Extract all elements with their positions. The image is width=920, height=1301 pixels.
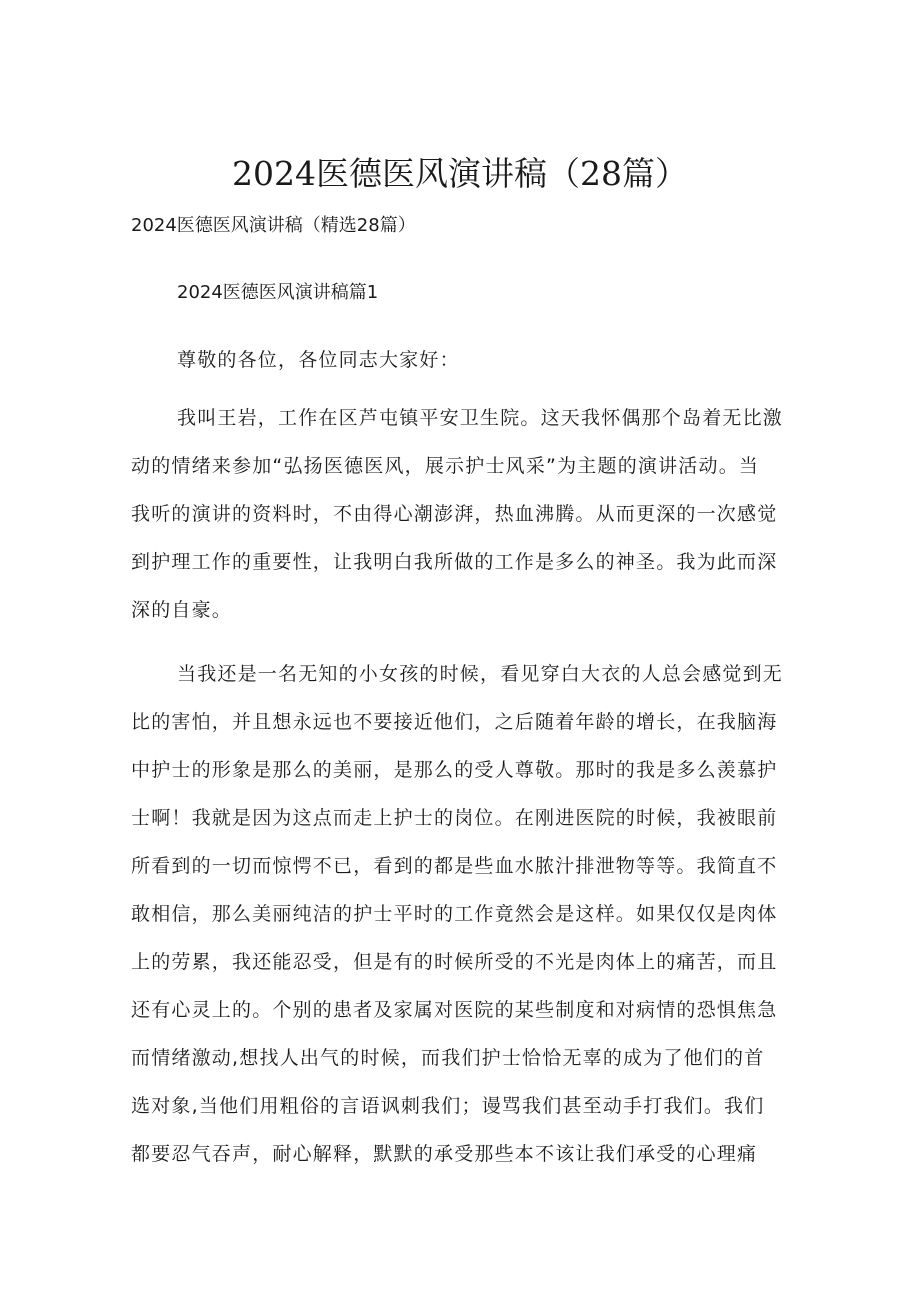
- paragraph-line: 而情绪激动,想找人出气的时候，而我们护士恰恰无辜的成为了他们的首: [131, 1047, 765, 1069]
- paragraph-line: 动的情绪来参加“弘扬医德医风，展示护士风采”为主题的演讲活动。当: [131, 455, 760, 477]
- paragraph-line: 士啊！我就是因为这点而走上护士的岗位。在刚进医院的时候，我被眼前: [131, 807, 778, 829]
- paragraph-line: 到护理工作的重要性，让我明白我所做的工作是多么的神圣。我为此而深: [131, 551, 778, 573]
- greeting-line: 尊敬的各位，各位同志大家好：: [177, 349, 460, 371]
- paragraph-line: 上的劳累，我还能忍受，但是有的时候所受的不光是肉体上的痛苦，而且: [131, 951, 778, 973]
- document-title: 2024医德医风演讲稿（28篇）: [232, 154, 688, 193]
- paragraph-line: 还有心灵上的。个别的患者及家属对医院的某些制度和对病情的恐惧焦急: [131, 999, 778, 1021]
- paragraph-line: 深的自豪。: [131, 599, 233, 621]
- paragraph-line: 选对象,当他们用粗俗的言语讽刺我们；谩骂我们甚至动手打我们。我们: [131, 1095, 765, 1117]
- paragraph-line: 我叫王岩，工作在区芦屯镇平安卫生院。这天我怀偶那个岛着无比激: [177, 407, 784, 429]
- paragraph-line: 敢相信，那么美丽纯洁的护士平时的工作竟然会是这样。如果仅仅是肉体: [131, 903, 778, 925]
- body-paragraph-1: [131, 394, 791, 634]
- paragraph-line: 所看到的一切而惊愕不已，看到的都是些血水脓汁排泄物等等。我简直不: [131, 855, 778, 877]
- paragraph-line: 我听的演讲的资料时，不由得心潮澎湃，热血沸腾。从而更深的一次感觉: [131, 503, 778, 525]
- paragraph-line: 都要忍气吞声，耐心解释，默默的承受那些本不该让我们承受的心理痛: [131, 1143, 758, 1165]
- body-paragraph-2: [131, 650, 791, 1178]
- paragraph-line: 当我还是一名无知的小女孩的时候，看见穿白大衣的人总会感觉到无: [177, 663, 784, 685]
- document-subtitle: 2024医德医风演讲稿（精选28篇）: [131, 215, 416, 236]
- paragraph-line: 比的害怕，并且想永远也不要接近他们，之后随着年龄的增长，在我脑海: [131, 711, 778, 733]
- section-heading: 2024医德医风演讲稿篇1: [177, 282, 379, 303]
- paragraph-line: 中护士的形象是那么的美丽，是那么的受人尊敬。那时的我是多么羡慕护: [131, 759, 778, 781]
